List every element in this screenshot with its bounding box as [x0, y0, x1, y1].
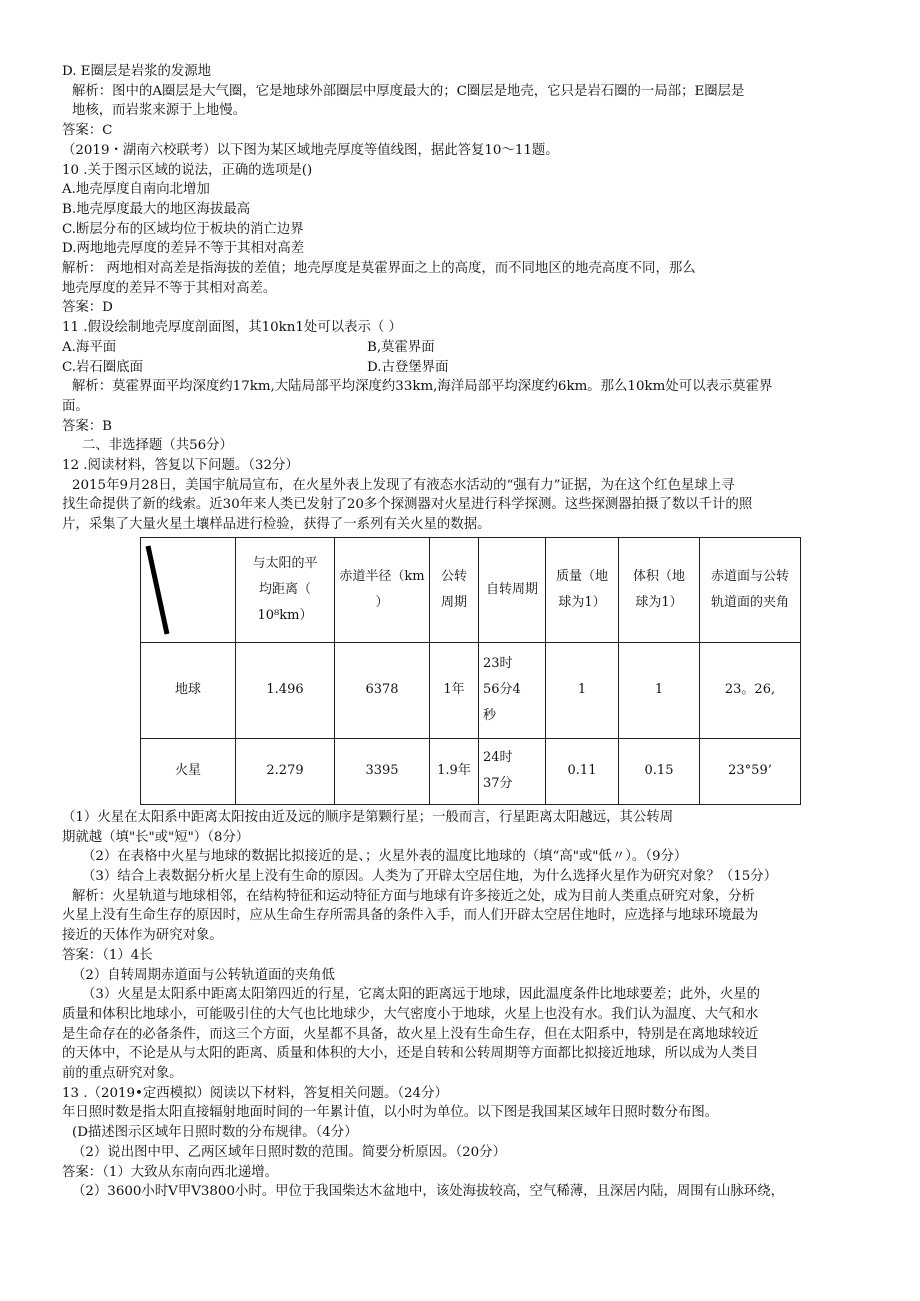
text-line: 的天体中，不论是从与太阳的距离、质量和体积的大小，还是自转和公转周期等方面都比拟接近地球，所以成为人类目 [62, 1046, 759, 1062]
text-line: 答案：（1）大致从东南向西北递增。 [62, 1164, 279, 1180]
cell-line: 与太阳的平 [252, 555, 318, 571]
cell-distance: 1.496 [236, 642, 335, 738]
text-line: 是生命存在的必备条件，而这三个方面，火星都不具备，故火星上没有生命生存，但在太阳系中，特别是在离地球较近 [62, 1026, 759, 1042]
cell-orbit: 1年 [430, 642, 479, 738]
diagonal-slash [141, 538, 235, 644]
cell-line: 23时 [483, 656, 513, 672]
cell-line: 质量（地 [555, 568, 608, 584]
text-line: A.地壳厚度自南向北增加 [62, 182, 210, 198]
table-corner-cell [141, 537, 236, 642]
text-line: 二、非选择题（共56分） [82, 438, 233, 454]
cell-volume: 0.15 [619, 738, 700, 804]
table-row [141, 642, 801, 738]
row-name: 地球 [141, 642, 236, 738]
cell-line: 周期 [440, 594, 467, 610]
text-line: 答案：B [62, 418, 113, 434]
cell-line: 赤道面与公转 [710, 568, 789, 584]
text-line: （2）说出图中甲、乙两区域年日照时数的范围。简要分析原因。（20分） [72, 1144, 506, 1160]
question-11-options [62, 338, 872, 377]
text-line: 答案：（1）4长 [62, 947, 153, 963]
text-line: B.地壳厚度最大的地区海拔最高 [62, 201, 251, 217]
text-line: 期就越（填"长"或"短"）（8分） [62, 829, 250, 845]
text-line: C.断层分布的区域均位于板块的消亡边界 [62, 221, 304, 237]
header-mass [546, 537, 619, 642]
cell-rotation [479, 738, 546, 804]
text-line: （2）自转周期赤道面与公转轨道面的夹角低 [72, 967, 335, 983]
question-block-bottom [62, 808, 872, 1202]
cell-line: 24时 [483, 750, 513, 766]
option-right: B,莫霍界面 [367, 339, 435, 355]
cell-mass: 0.11 [546, 738, 619, 804]
text-line: 2015年9月28日，美国宇航局宣布，在火星外表上发现了有液态水活动的“强有力”证据，为在这个红色星球上寻 [72, 477, 735, 493]
option-right: D.古登堡界面 [367, 359, 449, 375]
cell-line: 球为1） [558, 594, 606, 610]
document-page [62, 62, 872, 1202]
header-tilt [700, 537, 801, 642]
cell-line: 37分 [483, 776, 513, 792]
text-line: 地壳厚度的差异不等于其相对高差。 [62, 280, 277, 296]
cell-radius: 6378 [335, 642, 430, 738]
text-line: （2）在表格中火星与地球的数据比拟接近的是、；火星外表的温度比地球的（填“高"或"低〃）。（9分） [82, 849, 688, 865]
cell-distance: 2.279 [236, 738, 335, 804]
table-row [141, 738, 801, 804]
text-line: （2019・湖南六校联考）以下图为某区域地壳厚度等值线图，据此答复10～11题。 [62, 142, 559, 158]
text-line: 质量和体积比地球小，可能吸引住的大气也比地球少，大气密度小于地球，火星上也没有水。我们认为温度、大气和水 [62, 1006, 759, 1022]
row-name: 火星 [141, 738, 236, 804]
cell-line: 公转 [440, 568, 467, 584]
question-block-top [62, 62, 872, 338]
cell-line: 秒 [483, 708, 497, 724]
planet-data-table [140, 537, 801, 805]
text-line: 年日照时数是指太阳直接辐射地面时间的一年累计值，以小时为单位。以下图是我国某区域年日照时数分布图。 [62, 1105, 719, 1121]
text-line: 前的重点研究对象。 [62, 1066, 183, 1082]
cell-rotation [479, 642, 546, 738]
option-row [62, 358, 872, 378]
text-line: （1）火星在太阳系中距离太阳按由近及远的顺序是第颗行星；一般而言，行星距离太阳越远，其公转周 [62, 809, 674, 825]
cell-line: 均距离（ [258, 581, 311, 597]
option-left: C.岩石圈底面 [62, 359, 143, 375]
text-line: （3）火星是太阳系中距离太阳第四近的行星，它离太阳的距离远于地球，因此温度条件比地球要差；此外，火星的 [82, 987, 761, 1003]
cell-tilt: 23。26, [700, 642, 801, 738]
cell-line: 体积（地 [632, 568, 685, 584]
text-line: 解析：莫霍界面平均深度约17km,大陆局部平均深度约33km,海洋局部平均深度约6km。那么10km处可以表示莫霍界 [72, 379, 773, 395]
text-line: 10 .关于图示区域的说法，正确的选项是() [62, 162, 313, 178]
option-row [62, 338, 872, 358]
cell-line: 自转周期 [485, 581, 538, 597]
text-line: 解析：火星轨道与地球相邻，在结构特征和运动特征方面与地球有许多接近之处，成为目前人类重点研究对象，分析 [72, 888, 755, 904]
header-volume [619, 537, 700, 642]
question-block-middle [62, 377, 872, 535]
text-line: 找生命提供了新的线索。近30年来人类已发射了20多个探测器对火星进行科学探测。这些探测器拍摄了数以千计的照 [62, 497, 753, 513]
text-line: 面。 [62, 398, 89, 414]
cell-orbit: 1.9年 [430, 738, 479, 804]
text-line: （3）结合上表数据分析火星上没有生命的原因。人类为了开辟太空居住地，为什么选择火星作为研究对象？（15分） [82, 868, 778, 884]
header-distance [236, 537, 335, 642]
text-line: D.两地地壳厚度的差异不等于其相对高差 [62, 241, 305, 257]
text-line: 火星上没有生命生存的原因时，应从生命生存所需具备的条件入手，而人们开辟太空居住地时，应选择与地球环境最为 [62, 908, 759, 924]
header-rotation [479, 537, 546, 642]
cell-volume: 1 [619, 642, 700, 738]
cell-mass: 1 [546, 642, 619, 738]
text-line: D. E圈层是岩浆的发源地 [62, 64, 212, 79]
cell-line: 56分4 [483, 682, 521, 698]
cell-line: 10⁸km） [257, 607, 313, 623]
cell-line: 球为1） [635, 594, 683, 610]
header-radius [335, 537, 430, 642]
cell-line: 轨道面的夹角 [710, 594, 789, 610]
text-line: 答案：C [62, 123, 113, 139]
cell-radius: 3395 [335, 738, 430, 804]
option-left: A.海平面 [62, 339, 117, 355]
text-line: 13 .（2019•定西模拟）阅读以下材料，答复相关问题。（24分） [62, 1085, 448, 1101]
cell-tilt: 23°59’ [700, 738, 801, 804]
text-line: 解析： 两地相对高差是指海拔的差值；地壳厚度是莫霍界面之上的高度，而不同地区的地壳高度不同，那么 [62, 261, 696, 277]
cell-line: 赤道半径（km [339, 568, 425, 584]
text-line: 答案：D [62, 300, 113, 316]
cell-line: ） [375, 594, 389, 610]
text-line: 接近的天体作为研究对象。 [62, 928, 223, 944]
text-line: 12 .阅读材料，答复以下问题。（32分） [62, 458, 299, 474]
text-line: 11 .假设绘制地壳厚度剖面图，其10kn1处可以表示（ ） [62, 320, 402, 336]
table-header-row [141, 537, 801, 642]
text-line: 片，采集了大量火星土壤样品进行检验，获得了一系列有关火星的数据。 [62, 517, 491, 533]
text-line: 地核，而岩浆来源于上地慢。 [72, 103, 247, 119]
header-orbit [430, 537, 479, 642]
text-line: （2）3600小时V甲V3800小时。甲位于我国柴达木盆地中，该处海拔较高，空气稀薄，且深居内陆，周围有山脉环绕， [72, 1184, 784, 1200]
text-line: (D描述图示区域年日照时数的分布规律。（4分） [72, 1125, 358, 1141]
text-line: 解析：图中的A圈层是大气圈，它是地球外部圈层中厚度最大的；C圈层是地壳，它只是岩石圈的一局部；E圈层是 [72, 83, 745, 99]
